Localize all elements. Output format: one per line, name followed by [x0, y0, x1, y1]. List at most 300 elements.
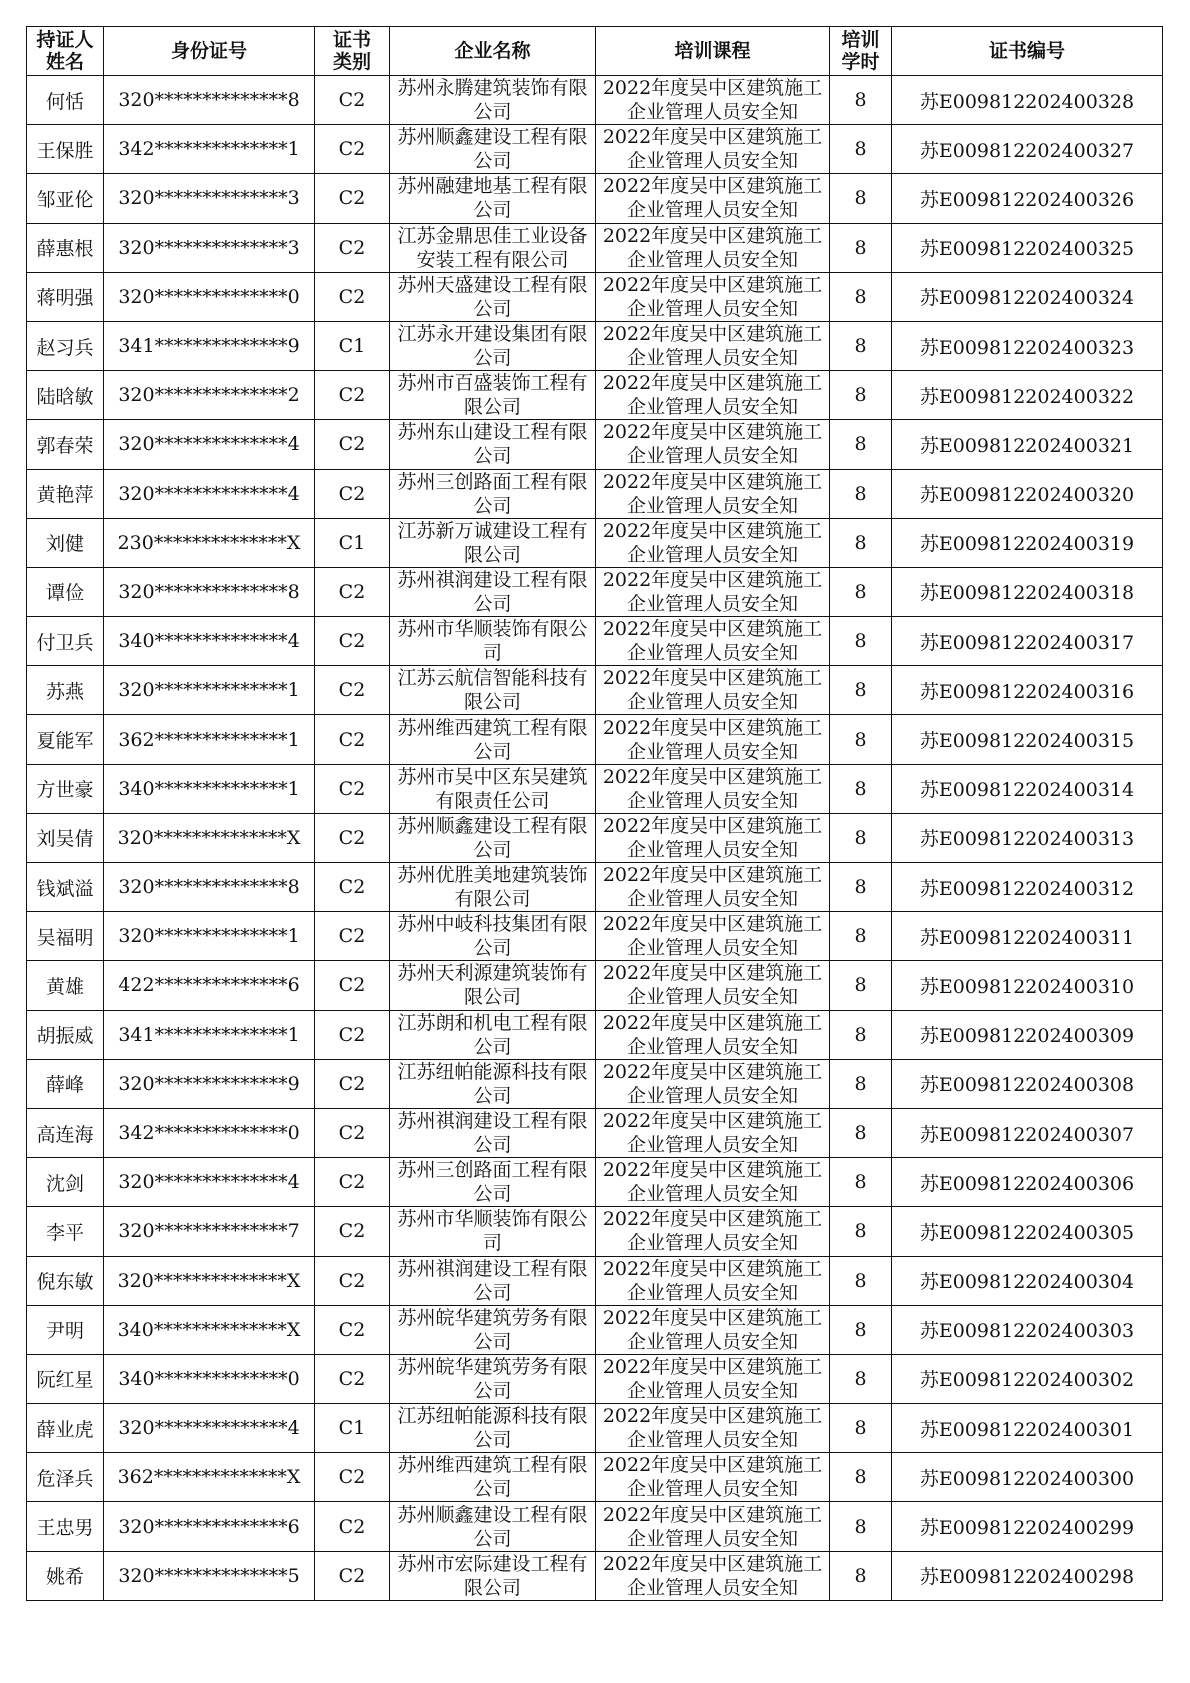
id-number-cell: 362**************1: [104, 715, 315, 764]
company-text: 苏州祺润建设工程有限公司: [397, 568, 588, 615]
cert-type-cell: C2: [315, 1059, 390, 1108]
company-cell: [390, 1551, 596, 1600]
company-cell: [390, 715, 596, 764]
company-text: 江苏朗和机电工程有限公司: [397, 1011, 588, 1058]
course-cell: [596, 1404, 830, 1453]
hours-cell: 8: [830, 617, 892, 666]
id-number-cell: 340**************0: [104, 1354, 315, 1403]
cert-type-cell: C2: [315, 1305, 390, 1354]
id-number-cell: 320**************1: [104, 666, 315, 715]
hours-cell: 8: [830, 321, 892, 370]
header-id-number: 身份证号: [104, 27, 315, 76]
course-cell: [596, 1453, 830, 1502]
cert-number-cell: 苏E009812202400312: [892, 863, 1163, 912]
holder-name-cell: 钱斌溢: [27, 863, 104, 912]
cert-type-cell: C2: [315, 863, 390, 912]
header-hours: 培训 学时: [830, 27, 892, 76]
holder-name-cell: 高连海: [27, 1108, 104, 1157]
company-cell: [390, 469, 596, 518]
cert-number-cell: 苏E009812202400327: [892, 125, 1163, 174]
table-row: [27, 1305, 1163, 1354]
course-text: 2022年度吴中区建筑施工企业管理人员安全知: [602, 962, 823, 1009]
company-text: 苏州市宏际建设工程有限公司: [397, 1552, 588, 1599]
company-text: 苏州皖华建筑劳务有限公司: [397, 1355, 588, 1402]
cert-type-cell: C2: [315, 1453, 390, 1502]
hours-cell: 8: [830, 961, 892, 1010]
id-number-cell: 320**************4: [104, 420, 315, 469]
company-cell: [390, 272, 596, 321]
cert-type-cell: C2: [315, 420, 390, 469]
table-row: [27, 715, 1163, 764]
course-text: 2022年度吴中区建筑施工企业管理人员安全知: [602, 77, 823, 124]
id-number-cell: 320**************5: [104, 1551, 315, 1600]
table-row: [27, 1207, 1163, 1256]
course-cell: [596, 1158, 830, 1207]
table-row: [27, 764, 1163, 813]
certificate-holder-table: [26, 26, 1163, 1601]
id-number-cell: 340**************1: [104, 764, 315, 813]
company-text: 苏州融建地基工程有限公司: [397, 175, 588, 222]
cert-number-cell: 苏E009812202400321: [892, 420, 1163, 469]
id-number-cell: 320**************X: [104, 1256, 315, 1305]
company-text: 苏州永腾建筑装饰有限公司: [397, 77, 588, 124]
course-text: 2022年度吴中区建筑施工企业管理人员安全知: [602, 126, 823, 173]
company-text: 江苏永开建设集团有限公司: [397, 323, 588, 370]
table-row: [27, 174, 1163, 223]
id-number-cell: 320**************4: [104, 469, 315, 518]
table-header: [27, 27, 1163, 76]
holder-name-cell: 吴福明: [27, 912, 104, 961]
course-text: 2022年度吴中区建筑施工企业管理人员安全知: [602, 1060, 823, 1107]
table-row: [27, 863, 1163, 912]
hours-cell: 8: [830, 174, 892, 223]
id-number-cell: 320**************6: [104, 1502, 315, 1551]
cert-number-cell: 苏E009812202400325: [892, 223, 1163, 272]
holder-name-cell: 王忠男: [27, 1502, 104, 1551]
table-row: [27, 912, 1163, 961]
id-number-cell: 342**************1: [104, 125, 315, 174]
course-cell: [596, 518, 830, 567]
cert-type-cell: C2: [315, 813, 390, 862]
company-text: 苏州三创路面工程有限公司: [397, 470, 588, 517]
course-text: 2022年度吴中区建筑施工企业管理人员安全知: [602, 568, 823, 615]
course-text: 2022年度吴中区建筑施工企业管理人员安全知: [602, 667, 823, 714]
holder-name-cell: 蒋明强: [27, 272, 104, 321]
hours-cell: 8: [830, 1059, 892, 1108]
company-text: 江苏纽帕能源科技有限公司: [397, 1060, 588, 1107]
company-cell: [390, 1256, 596, 1305]
course-text: 2022年度吴中区建筑施工企业管理人员安全知: [602, 1355, 823, 1402]
company-cell: [390, 1404, 596, 1453]
course-cell: [596, 1354, 830, 1403]
id-number-cell: 320**************4: [104, 1158, 315, 1207]
table-row: [27, 961, 1163, 1010]
course-cell: [596, 272, 830, 321]
id-number-cell: 320**************8: [104, 76, 315, 125]
course-cell: [596, 1305, 830, 1354]
id-number-cell: 230**************X: [104, 518, 315, 567]
table-row: [27, 518, 1163, 567]
cert-type-cell: C2: [315, 1108, 390, 1157]
company-cell: [390, 125, 596, 174]
course-cell: [596, 961, 830, 1010]
cert-type-cell: C1: [315, 518, 390, 567]
hours-cell: 8: [830, 567, 892, 616]
company-cell: [390, 518, 596, 567]
course-cell: [596, 174, 830, 223]
company-text: 苏州东山建设工程有限公司: [397, 421, 588, 468]
holder-name-cell: 邹亚伦: [27, 174, 104, 223]
hours-cell: 8: [830, 813, 892, 862]
course-cell: [596, 764, 830, 813]
table-row: [27, 1059, 1163, 1108]
company-cell: [390, 76, 596, 125]
course-cell: [596, 1059, 830, 1108]
course-cell: [596, 912, 830, 961]
id-number-cell: 320**************1: [104, 912, 315, 961]
hours-cell: 8: [830, 125, 892, 174]
course-text: 2022年度吴中区建筑施工企业管理人员安全知: [602, 1552, 823, 1599]
hours-cell: 8: [830, 764, 892, 813]
company-text: 苏州天盛建设工程有限公司: [397, 273, 588, 320]
holder-name-cell: 陆晗敏: [27, 371, 104, 420]
cert-number-cell: 苏E009812202400313: [892, 813, 1163, 862]
id-number-cell: 320**************2: [104, 371, 315, 420]
cert-type-cell: C2: [315, 469, 390, 518]
company-text: 苏州市华顺装饰有限公司: [397, 618, 588, 665]
course-cell: [596, 1207, 830, 1256]
table-row: [27, 76, 1163, 125]
company-text: 苏州三创路面工程有限公司: [397, 1159, 588, 1206]
course-text: 2022年度吴中区建筑施工企业管理人员安全知: [602, 618, 823, 665]
course-text: 2022年度吴中区建筑施工企业管理人员安全知: [602, 1257, 823, 1304]
header-holder-name: 持证人 姓名: [27, 27, 104, 76]
holder-name-cell: 付卫兵: [27, 617, 104, 666]
id-number-cell: 340**************X: [104, 1305, 315, 1354]
cert-type-cell: C1: [315, 1404, 390, 1453]
course-text: 2022年度吴中区建筑施工企业管理人员安全知: [602, 421, 823, 468]
table-row: [27, 1551, 1163, 1600]
course-text: 2022年度吴中区建筑施工企业管理人员安全知: [602, 716, 823, 763]
company-cell: [390, 813, 596, 862]
cert-type-cell: C2: [315, 567, 390, 616]
cert-type-cell: C2: [315, 1010, 390, 1059]
cert-type-cell: C2: [315, 1256, 390, 1305]
course-cell: [596, 469, 830, 518]
company-cell: [390, 1158, 596, 1207]
header-cert-number: 证书编号: [892, 27, 1163, 76]
holder-name-cell: 尹明: [27, 1305, 104, 1354]
course-cell: [596, 1551, 830, 1600]
company-cell: [390, 764, 596, 813]
holder-name-cell: 姚希: [27, 1551, 104, 1600]
hours-cell: 8: [830, 1404, 892, 1453]
cert-number-cell: 苏E009812202400320: [892, 469, 1163, 518]
hours-cell: 8: [830, 518, 892, 567]
course-cell: [596, 567, 830, 616]
course-cell: [596, 1256, 830, 1305]
cert-number-cell: 苏E009812202400318: [892, 567, 1163, 616]
cert-type-cell: C2: [315, 125, 390, 174]
cert-number-cell: 苏E009812202400317: [892, 617, 1163, 666]
company-cell: [390, 1453, 596, 1502]
header-course: 培训课程: [596, 27, 830, 76]
course-text: 2022年度吴中区建筑施工企业管理人员安全知: [602, 1208, 823, 1255]
holder-name-cell: 李平: [27, 1207, 104, 1256]
course-text: 2022年度吴中区建筑施工企业管理人员安全知: [602, 1110, 823, 1157]
company-text: 苏州祺润建设工程有限公司: [397, 1110, 588, 1157]
company-cell: [390, 1059, 596, 1108]
table-row: [27, 420, 1163, 469]
table-row: [27, 1158, 1163, 1207]
course-text: 2022年度吴中区建筑施工企业管理人员安全知: [602, 519, 823, 566]
table-row: [27, 469, 1163, 518]
cert-number-cell: 苏E009812202400322: [892, 371, 1163, 420]
hours-cell: 8: [830, 863, 892, 912]
table-row: [27, 1256, 1163, 1305]
table-row: [27, 1354, 1163, 1403]
cert-number-cell: 苏E009812202400314: [892, 764, 1163, 813]
holder-name-cell: 王保胜: [27, 125, 104, 174]
company-text: 苏州维西建筑工程有限公司: [397, 1454, 588, 1501]
company-text: 苏州优胜美地建筑装饰有限公司: [397, 864, 588, 911]
hours-cell: 8: [830, 1502, 892, 1551]
hours-cell: 8: [830, 1207, 892, 1256]
holder-name-cell: 薛业虎: [27, 1404, 104, 1453]
id-number-cell: 340**************4: [104, 617, 315, 666]
table-row: [27, 1010, 1163, 1059]
holder-name-cell: 薛峰: [27, 1059, 104, 1108]
cert-number-cell: 苏E009812202400319: [892, 518, 1163, 567]
table-row: [27, 666, 1163, 715]
id-number-cell: 320**************8: [104, 567, 315, 616]
holder-name-cell: 沈剑: [27, 1158, 104, 1207]
hours-cell: 8: [830, 469, 892, 518]
id-number-cell: 341**************1: [104, 1010, 315, 1059]
company-cell: [390, 371, 596, 420]
hours-cell: 8: [830, 1354, 892, 1403]
course-cell: [596, 76, 830, 125]
holder-name-cell: 郭春荣: [27, 420, 104, 469]
company-text: 江苏纽帕能源科技有限公司: [397, 1405, 588, 1452]
course-text: 2022年度吴中区建筑施工企业管理人员安全知: [602, 1454, 823, 1501]
company-cell: [390, 321, 596, 370]
course-text: 2022年度吴中区建筑施工企业管理人员安全知: [602, 1011, 823, 1058]
cert-type-cell: C1: [315, 321, 390, 370]
course-text: 2022年度吴中区建筑施工企业管理人员安全知: [602, 864, 823, 911]
header-company: 企业名称: [390, 27, 596, 76]
hours-cell: 8: [830, 1305, 892, 1354]
company-text: 苏州中岐科技集团有限公司: [397, 913, 588, 960]
id-number-cell: 422**************6: [104, 961, 315, 1010]
course-text: 2022年度吴中区建筑施工企业管理人员安全知: [602, 1306, 823, 1353]
table-row: [27, 1453, 1163, 1502]
cert-number-cell: 苏E009812202400323: [892, 321, 1163, 370]
course-text: 2022年度吴中区建筑施工企业管理人员安全知: [602, 913, 823, 960]
company-cell: [390, 174, 596, 223]
cert-number-cell: 苏E009812202400305: [892, 1207, 1163, 1256]
table-row: [27, 813, 1163, 862]
hours-cell: 8: [830, 715, 892, 764]
cert-type-cell: C2: [315, 715, 390, 764]
table-row: [27, 272, 1163, 321]
id-number-cell: 342**************0: [104, 1108, 315, 1157]
course-cell: [596, 863, 830, 912]
cert-type-cell: C2: [315, 764, 390, 813]
course-text: 2022年度吴中区建筑施工企业管理人员安全知: [602, 470, 823, 517]
holder-name-cell: 何恬: [27, 76, 104, 125]
table-row: [27, 371, 1163, 420]
hours-cell: 8: [830, 1108, 892, 1157]
cert-type-cell: C2: [315, 223, 390, 272]
course-cell: [596, 321, 830, 370]
holder-name-cell: 赵习兵: [27, 321, 104, 370]
cert-number-cell: 苏E009812202400316: [892, 666, 1163, 715]
table-body: [27, 76, 1163, 1601]
id-number-cell: 320**************7: [104, 1207, 315, 1256]
company-cell: [390, 1354, 596, 1403]
course-text: 2022年度吴中区建筑施工企业管理人员安全知: [602, 273, 823, 320]
company-cell: [390, 1207, 596, 1256]
cert-number-cell: 苏E009812202400308: [892, 1059, 1163, 1108]
hours-cell: 8: [830, 666, 892, 715]
cert-number-cell: 苏E009812202400306: [892, 1158, 1163, 1207]
hours-cell: 8: [830, 1256, 892, 1305]
course-text: 2022年度吴中区建筑施工企业管理人员安全知: [602, 224, 823, 271]
cert-number-cell: 苏E009812202400311: [892, 912, 1163, 961]
table-row: [27, 321, 1163, 370]
holder-name-cell: 方世豪: [27, 764, 104, 813]
holder-name-cell: 刘健: [27, 518, 104, 567]
cert-number-cell: 苏E009812202400299: [892, 1502, 1163, 1551]
company-cell: [390, 223, 596, 272]
cert-type-cell: C2: [315, 1158, 390, 1207]
cert-number-cell: 苏E009812202400298: [892, 1551, 1163, 1600]
holder-name-cell: 阮红星: [27, 1354, 104, 1403]
hours-cell: 8: [830, 371, 892, 420]
cert-type-cell: C2: [315, 1502, 390, 1551]
cert-type-cell: C2: [315, 1207, 390, 1256]
table-row: [27, 1502, 1163, 1551]
company-cell: [390, 1502, 596, 1551]
cert-number-cell: 苏E009812202400326: [892, 174, 1163, 223]
cert-number-cell: 苏E009812202400315: [892, 715, 1163, 764]
holder-name-cell: 胡振威: [27, 1010, 104, 1059]
course-text: 2022年度吴中区建筑施工企业管理人员安全知: [602, 372, 823, 419]
course-cell: [596, 223, 830, 272]
course-cell: [596, 1010, 830, 1059]
company-cell: [390, 961, 596, 1010]
table-row: [27, 567, 1163, 616]
cert-number-cell: 苏E009812202400307: [892, 1108, 1163, 1157]
hours-cell: 8: [830, 76, 892, 125]
company-cell: [390, 666, 596, 715]
company-text: 苏州顺鑫建设工程有限公司: [397, 814, 588, 861]
company-cell: [390, 1305, 596, 1354]
table-row: [27, 1108, 1163, 1157]
hours-cell: 8: [830, 912, 892, 961]
company-cell: [390, 617, 596, 666]
table-row: [27, 125, 1163, 174]
id-number-cell: 320**************3: [104, 174, 315, 223]
cert-number-cell: 苏E009812202400302: [892, 1354, 1163, 1403]
company-text: 苏州市百盛装饰工程有限公司: [397, 372, 588, 419]
course-cell: [596, 813, 830, 862]
id-number-cell: 320**************3: [104, 223, 315, 272]
company-text: 苏州顺鑫建设工程有限公司: [397, 126, 588, 173]
id-number-cell: 362**************X: [104, 1453, 315, 1502]
cert-number-cell: 苏E009812202400310: [892, 961, 1163, 1010]
hours-cell: 8: [830, 420, 892, 469]
course-cell: [596, 715, 830, 764]
cert-type-cell: C2: [315, 1551, 390, 1600]
hours-cell: 8: [830, 1551, 892, 1600]
company-cell: [390, 863, 596, 912]
header-row: [27, 27, 1163, 76]
course-text: 2022年度吴中区建筑施工企业管理人员安全知: [602, 814, 823, 861]
cert-type-cell: C2: [315, 371, 390, 420]
course-cell: [596, 666, 830, 715]
course-text: 2022年度吴中区建筑施工企业管理人员安全知: [602, 1405, 823, 1452]
company-text: 江苏金鼎思佳工业设备安装工程有限公司: [397, 224, 588, 271]
holder-name-cell: 刘吴倩: [27, 813, 104, 862]
hours-cell: 8: [830, 272, 892, 321]
cert-type-cell: C2: [315, 912, 390, 961]
id-number-cell: 320**************4: [104, 1404, 315, 1453]
cert-type-cell: C2: [315, 174, 390, 223]
course-cell: [596, 1502, 830, 1551]
company-text: 苏州维西建筑工程有限公司: [397, 716, 588, 763]
holder-name-cell: 夏能军: [27, 715, 104, 764]
holder-name-cell: 黄雄: [27, 961, 104, 1010]
cert-number-cell: 苏E009812202400304: [892, 1256, 1163, 1305]
hours-cell: 8: [830, 1158, 892, 1207]
cert-type-cell: C2: [315, 76, 390, 125]
holder-name-cell: 薛惠根: [27, 223, 104, 272]
id-number-cell: 320**************0: [104, 272, 315, 321]
course-cell: [596, 420, 830, 469]
table-row: [27, 223, 1163, 272]
holder-name-cell: 苏燕: [27, 666, 104, 715]
holder-name-cell: 倪东敏: [27, 1256, 104, 1305]
cert-type-cell: C2: [315, 961, 390, 1010]
company-cell: [390, 420, 596, 469]
cert-number-cell: 苏E009812202400309: [892, 1010, 1163, 1059]
course-cell: [596, 1108, 830, 1157]
table-row: [27, 617, 1163, 666]
company-text: 苏州祺润建设工程有限公司: [397, 1257, 588, 1304]
id-number-cell: 341**************9: [104, 321, 315, 370]
course-text: 2022年度吴中区建筑施工企业管理人员安全知: [602, 323, 823, 370]
holder-name-cell: 危泽兵: [27, 1453, 104, 1502]
hours-cell: 8: [830, 1453, 892, 1502]
hours-cell: 8: [830, 223, 892, 272]
course-cell: [596, 617, 830, 666]
company-text: 苏州市吴中区东吴建筑有限责任公司: [397, 765, 588, 812]
id-number-cell: 320**************9: [104, 1059, 315, 1108]
company-text: 江苏新万诚建设工程有限公司: [397, 519, 588, 566]
cert-type-cell: C2: [315, 617, 390, 666]
company-text: 苏州天利源建筑装饰有限公司: [397, 962, 588, 1009]
company-text: 苏州市华顺装饰有限公司: [397, 1208, 588, 1255]
cert-number-cell: 苏E009812202400328: [892, 76, 1163, 125]
cert-number-cell: 苏E009812202400301: [892, 1404, 1163, 1453]
cert-number-cell: 苏E009812202400303: [892, 1305, 1163, 1354]
cert-type-cell: C2: [315, 666, 390, 715]
course-cell: [596, 125, 830, 174]
course-text: 2022年度吴中区建筑施工企业管理人员安全知: [602, 175, 823, 222]
holder-name-cell: 黄艳萍: [27, 469, 104, 518]
